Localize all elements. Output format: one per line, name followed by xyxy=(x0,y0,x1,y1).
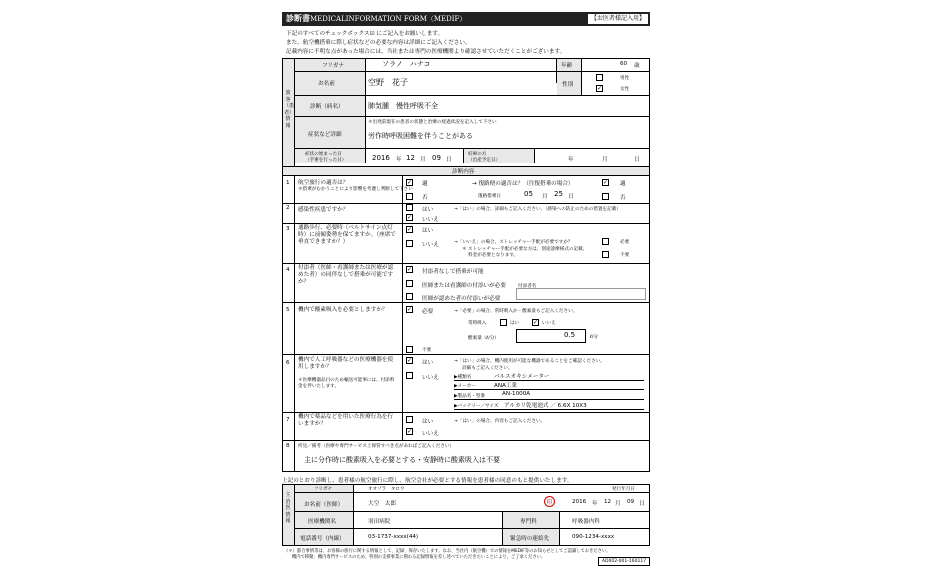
q1-unfit-checkbox[interactable] xyxy=(406,193,413,200)
onset-label: 症状の始まった日 xyxy=(305,152,342,157)
issue-year[interactable]: 2016 xyxy=(572,499,587,505)
doctor-side-label: 主治医情報 xyxy=(285,492,291,524)
issue-date-label: 発行年月日 xyxy=(612,487,635,492)
q6-yes-checkbox[interactable]: ✓ xyxy=(407,357,413,364)
q2-no-checkbox[interactable]: ✓ xyxy=(407,214,413,221)
q1-return-question: → 復路便の適否は？（往復搭乗の場合） xyxy=(472,181,574,187)
age-label: 年齢 xyxy=(561,63,573,69)
q6-no-checkbox[interactable] xyxy=(406,372,413,379)
q3-yes-checkbox[interactable]: ✓ xyxy=(407,226,413,233)
q6-text: 機内で人工呼吸器などの医療機器を使用しますか？ xyxy=(298,357,394,370)
q4-text: 付添者（医師・看護師または医療が認めた者）の同伴なしで搭乗が可能ですか？ xyxy=(298,265,394,285)
expected-label: 妊婦の方 xyxy=(468,152,487,157)
hospital-name[interactable]: 羽田病院 xyxy=(368,519,391,525)
q5-oxygen-flow-field[interactable] xyxy=(516,329,586,343)
q2-note: →「はい」の場合、詳細もご記入ください。（感染への防止のための措置を記載） xyxy=(454,207,621,212)
form-title-bar xyxy=(282,12,650,26)
q3-no-checkbox[interactable] xyxy=(406,240,413,247)
q6-device-battery[interactable]: アルカリ乾電池式 ／ 6.6X 10X3 xyxy=(504,403,587,409)
q1-text: 航空旅行の適否は？ xyxy=(298,180,349,186)
q7-note: →「はい」の場合、内容もご記入ください。 xyxy=(454,419,546,424)
patient-furigana[interactable]: ソラノ ハナコ xyxy=(382,60,431,68)
name-label: お名前 xyxy=(318,81,335,87)
male-checkbox[interactable] xyxy=(596,74,603,81)
phone-value[interactable]: 03-1737-xxxx(44) xyxy=(368,534,419,540)
consent-statement: 上記のとおり診断し、患者様の航空旅行に際し、航空会社が必要とする情報を患者様の同意のもと提供いたします。 xyxy=(282,478,573,484)
q6-device-kind[interactable]: パルスオキシメーター xyxy=(494,374,550,380)
q1-note: ＊搭乗がむかうことにより影響を考慮し判断して下さい xyxy=(298,187,413,192)
q5-oxygen-flow: 0.5 xyxy=(564,331,576,339)
doctor-furigana[interactable]: オオゾラ タロウ xyxy=(368,487,405,492)
q3-stretcher-needed-checkbox[interactable] xyxy=(602,238,609,245)
emergency-value[interactable]: 090-1234-xxxx xyxy=(572,534,615,540)
footnote-2: 機内で移動、機内専門サービスのため、特別の支援事業に関わる記録情報を差し述べていただきたいことにより、ご了承ください。 xyxy=(292,555,546,560)
doctor-name[interactable]: 大空 太郎 xyxy=(368,501,396,507)
emergency-label: 緊急時の連絡先 xyxy=(510,536,550,542)
symptoms-label: 症状など詳細 xyxy=(308,132,342,138)
q4-companion-name-label: 付添者名 xyxy=(518,284,537,289)
symptoms-note: ＊出発前現在の患者の状態と治療の経過状況を記入して下さい xyxy=(368,120,497,125)
footnote-1: （＊）都合事情等は、お客様の旅行に関する情報として、記録、保存いたします。なお、当社内（航空機）での情報をMEDIF等のお知らせとしてご認識しておきださい。 xyxy=(284,549,611,554)
q4-companion-name-field[interactable] xyxy=(516,288,646,300)
q2-yes-checkbox[interactable] xyxy=(406,204,413,211)
q7-text: 機内で薬品などを用いた医療行為を行いますか？ xyxy=(298,414,394,427)
onset-year[interactable]: 2016 xyxy=(372,154,390,162)
q1-return-fit-checkbox[interactable]: ✓ xyxy=(603,179,609,186)
q1-return-unfit-checkbox[interactable] xyxy=(602,193,609,200)
section-title: 診断内容 xyxy=(452,169,475,175)
q6-note: ＊医療機器品目のため輸送可能事には、付添料金を伴いたします。 xyxy=(298,378,395,389)
form-id: AD002-001-160117 xyxy=(598,557,650,566)
dept-value[interactable]: 呼吸器内科 xyxy=(572,519,600,525)
q4-opt3-checkbox[interactable] xyxy=(406,293,413,300)
form-title-jp: 診断書 xyxy=(286,14,310,23)
q2-text: 感染性疾患ですか？ xyxy=(298,207,349,213)
q5-unneeded-checkbox[interactable] xyxy=(406,346,413,353)
sex-label: 性別 xyxy=(562,82,574,88)
form-title-en: MEDICALINFORMATION FORM（MEDIF） xyxy=(310,15,467,23)
phone-label: 電話番号（内線） xyxy=(300,536,345,542)
q1-return-day[interactable]: 25 xyxy=(554,190,563,198)
issue-day[interactable]: 09 xyxy=(627,499,635,505)
q5-note: →「必要」の場合、常時吸入か・酸素量もご記入ください。 xyxy=(454,309,578,314)
q5-constant-yes-checkbox[interactable] xyxy=(500,319,507,326)
q3-stretcher-unneeded-checkbox[interactable] xyxy=(602,251,609,258)
q5-need-checkbox[interactable]: ✓ xyxy=(407,306,413,313)
q1-fit-checkbox[interactable]: ✓ xyxy=(407,179,413,186)
seal-stamp: 印 xyxy=(544,496,555,507)
onset-day[interactable]: 09 xyxy=(432,154,441,162)
female-checkbox[interactable]: ✓ xyxy=(597,85,603,92)
issue-month[interactable]: 12 xyxy=(604,499,612,505)
q4-opt1-checkbox[interactable]: ✓ xyxy=(407,266,413,273)
patient-name[interactable]: 空野 花子 xyxy=(368,78,408,87)
onset-month[interactable]: 12 xyxy=(406,154,415,162)
q6-device-model[interactable]: AN-1000A xyxy=(502,391,531,397)
doctor-name-label: お名前（医師） xyxy=(304,502,344,508)
q7-yes-checkbox[interactable] xyxy=(406,416,413,423)
q1-return-month[interactable]: 05 xyxy=(524,190,533,198)
q3-note: →「いいえ」の場合、ストレッチャー手配が必要ですか？ xyxy=(454,240,573,245)
intro-line-2: また、航空機搭乗に際し症状などの必要な内容は詳細にご記入ください。 xyxy=(286,40,471,46)
form-audience-tag: 【お医者様記入用】 xyxy=(588,14,648,24)
hospital-label: 医療機関名 xyxy=(308,519,336,525)
symptoms-value[interactable]: 労作時呼吸困難を伴うことがある xyxy=(368,132,473,140)
furigana-label: フリガナ xyxy=(322,63,345,69)
intro-line-1: 下記のすべてのチェックボックス☑ にご記入をお願いします。 xyxy=(286,31,444,37)
q7-no-checkbox[interactable]: ✓ xyxy=(407,428,413,435)
patient-side-label: 旅客（患者）情報 xyxy=(284,90,295,129)
dept-label: 専門科 xyxy=(520,519,537,525)
q6-yes-note: →「はい」の場合、機内使用が可能な機器であることをご確認ください。 xyxy=(454,359,605,364)
q6-device-maker[interactable]: ANA工業 xyxy=(494,383,518,389)
diagnosis-label: 診断（病名） xyxy=(310,104,344,110)
diagnosis-value[interactable]: 肺気腫 慢性呼吸不全 xyxy=(368,102,438,110)
q5-text: 機内で酸素吸入を必要としますか？ xyxy=(298,307,388,313)
q8-remarks[interactable]: 主に分作時に酸素吸入を必要とする・安静時に酸素吸入は不要 xyxy=(304,456,500,464)
q5-constant-no-checkbox[interactable]: ✓ xyxy=(533,319,539,326)
medif-form: 診断書 MEDICALINFORMATION FORM（MEDIF） 【お医者様記入用】 下記のすべてのチェックボックス☑ にご記入をお願いします。 また、航空機搭乗に際し症状などの必要な内容は詳細にご記入ください。 記載内容に不明な点があった場合には、当社または専門の医療機関より確認させていただくことがございます。 旅客（患者）情報 フリガナ ソラノ ハナコ 年齢 60 歳 お名前 空野 花子 性別 男性 ✓ 女性 診断（病名） 肺気腫 慢性呼吸不全 症状など詳細 ＊出発前現在の患者の状態と治療の経過状況を記入して下さい 労作時呼吸困難を伴うことがある 症状の始まった日 （手術を行った日） 2016 年 12 月 09 日 妊婦の方 （出産予定日） 年 月 日 診断内容 1 航空旅行の適否は？ ＊搭乗がむかうことにより影響を考慮し判断して下さい ✓ 適 否 → 復路便の適否は？（往復搭乗の場合） ✓ 適 復路搭乗日 05 月 25 日 否 2 感染性疾患ですか？ はい →「はい」の場合、詳細もご記入ください。（感染への防止のための措置を記載） ✓ いいえ 3 通路歩行、必要時（ベルトサイン点灯時）に前傾姿勢を保てますか。（座席で垂直できますか？） ✓ はい いいえ →「いいえ」の場合、ストレッチャー手配が必要ですか？ ＊ ストレッチャー手配が必要な方は、別途診療様式の記載、 料金が必要となります。 必要 不要 4 付添者（医師・看護師または医療が認めた者）の同伴なしで搭乗が可能ですか？ ✓ 付添者なしで搭乗が可能 医師または看護師の付添いが必要 付添者名 医師が認めた者の付添いが必要 5 機内で酸素吸入を必要としますか？ ✓ 必要 →「必要」の場合、常時吸入か・酸素量もご記入ください。 常時吸入 はい ✓ いいえ 酸素量（ℓ/分） 0.5 ℓ/分 不要 6 機内で人工呼吸器などの医療機器を使用しますか？ ＊医療機器品目のため輸送可能事には、付添料金を伴いたします。 ✓ はい →「はい」の場合、機内使用が可能な機器であることをご確認ください。 詳細もご記入ください。 いいえ ▶種類名 パルスオキシメーター ▶メーカー ANA工業 ▶製品名・型番 AN-1000A ▶バッテリー／サイズ アルカリ乾電池式 ／ 6.6X 10X3 7 機内で薬品などを用いた医療行為を行いますか？ はい →「はい」の場合、内容もご記入ください。 ✓ いいえ 8 所見／備考（医療や専門サービス上保管すべき点があればご記入ください） 主に分作時に酸素吸入を必要とする・安静時に酸素吸入は不要 上記のとおり診断し、患者様の航空旅行に際し、航空会社が必要とする情報を患者様の同意のもと提供いたします。 主治医情報 フリガナ オオゾラ タロウ 発行年月日 お名前（医師） 大空 太郎 印 2016 年 12 月 09 日 医療機関名 羽田病院 専門科 呼吸器内科 電話番号（内線） 03-1737-xxxx(44) 緊急時の連絡先 090-1234-xxxx （＊）都合事情等は、お客様の旅行に関する情報として、記録、保存いたします。なお、当社内（航空機）での情報をMEDIF等のお知らせとしてご認識しておきださい。 機内で移動、機内専門サービスのため、特別の支援事業に関わる記録情報を差し述べていただきたいことにより、ご了承ください。 xyxy=(282,12,650,558)
q8-text: 所見／備考（医療や専門サービス上保管すべき点があればご記入ください） xyxy=(298,444,455,449)
patient-age[interactable]: 60 xyxy=(620,61,628,67)
q3-text: 通路歩行、必要時（ベルトサイン点灯時）に前傾姿勢を保てますか。（座席で垂直できますか？） xyxy=(298,225,396,245)
intro-line-3: 記載内容に不明な点があった場合には、当社または専門の医療機関より確認させていただくことがございます。 xyxy=(286,49,566,55)
q4-opt2-checkbox[interactable] xyxy=(406,280,413,287)
